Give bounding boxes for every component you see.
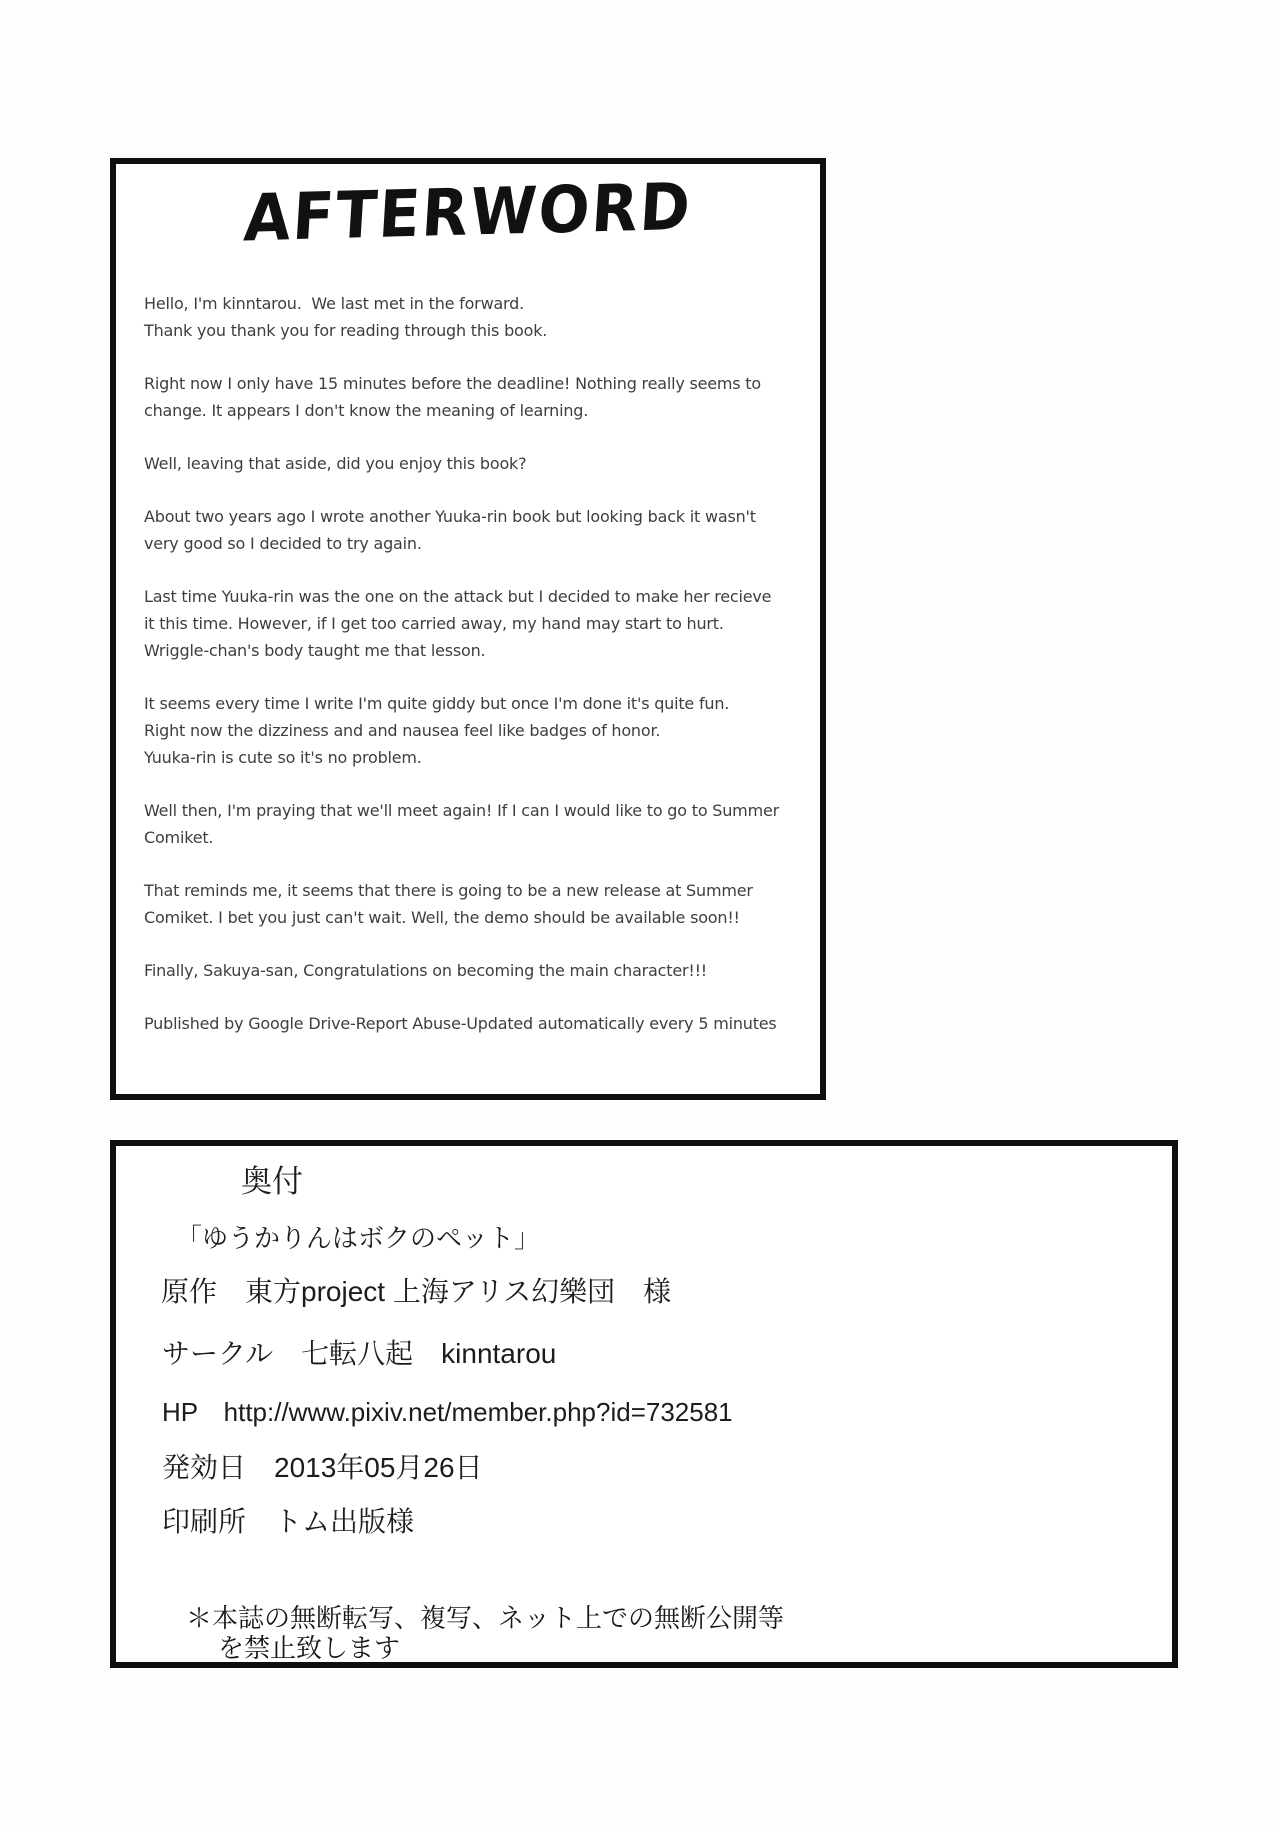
colophon-panel (110, 1140, 1178, 1668)
afterword-line: Right now the dizziness and and nausea feel like badges of honor. (144, 721, 661, 740)
afterword-line: Well, leaving that aside, did you enjoy this book? (144, 454, 527, 473)
afterword-line: About two years ago I wrote another Yuuka-rin book but looking back it wasn't (144, 507, 756, 526)
colophon-heading: 奥付 (241, 1164, 303, 1199)
colophon-book-title: 「ゆうかりんはボクのペット」 (176, 1223, 541, 1253)
afterword-line: it this time. However, if I get too carried away, my hand may start to hurt. (144, 614, 724, 633)
afterword-paragraph (144, 583, 806, 664)
afterword-line: Yuuka-rin is cute so it's no problem. (144, 748, 422, 767)
colophon-copyright-note-line1: ＊本誌の無断転写、複写、ネット上での無断公開等 (186, 1604, 785, 1633)
afterword-line: Published by Google Drive-Report Abuse-Updated automatically every 5 minutes (144, 1014, 777, 1033)
afterword-line: Finally, Sakuya-san, Congratulations on becoming the main character!!! (144, 961, 707, 980)
afterword-paragraph (144, 370, 806, 424)
afterword-panel (110, 158, 826, 1100)
colophon-printer: 印刷所 トム出版様 (162, 1506, 415, 1537)
afterword-line: change. It appears I don't know the meaning of learning. (144, 401, 589, 420)
colophon-circle: サークル 七転八起 kinntarou (162, 1338, 557, 1369)
afterword-line: Right now I only have 15 minutes before the deadline! Nothing really seems to (144, 374, 761, 393)
afterword-paragraph (144, 503, 806, 557)
afterword-line: very good so I decided to try again. (144, 534, 422, 553)
afterword-line: It seems every time I write I'm quite giddy but once I'm done it's quite fun. (144, 694, 730, 713)
afterword-paragraph (144, 877, 806, 931)
afterword-paragraph (144, 1010, 806, 1037)
afterword-title: AFTERWORD (241, 169, 695, 257)
colophon-homepage-url: HP http://www.pixiv.net/member.php?id=732581 (162, 1397, 733, 1427)
afterword-paragraph (144, 957, 806, 984)
afterword-line: Well then, I'm praying that we'll meet again! If I can I would like to go to Summer (144, 801, 779, 820)
afterword-line: Comiket. I bet you just can't wait. Well, the demo should be available soon!! (144, 908, 740, 927)
afterword-paragraph (144, 290, 806, 344)
afterword-paragraph (144, 450, 806, 477)
afterword-paragraph (144, 690, 806, 771)
afterword-line: Wriggle-chan's body taught me that lesson. (144, 641, 486, 660)
afterword-paragraph (144, 797, 806, 851)
colophon-original-work: 原作 東方project 上海アリス幻樂団 様 (161, 1276, 672, 1307)
afterword-line: Last time Yuuka-rin was the one on the attack but I decided to make her recieve (144, 587, 772, 606)
afterword-line: Hello, I'm kinntarou. We last met in the forward. (144, 294, 524, 313)
afterword-line: Comiket. (144, 828, 214, 847)
afterword-body (144, 290, 806, 1037)
afterword-line: Thank you thank you for reading through this book. (144, 321, 548, 340)
colophon-copyright-note-line2: を禁止致します (218, 1634, 401, 1663)
afterword-line: That reminds me, it seems that there is going to be a new release at Summer (144, 881, 753, 900)
colophon-issue-date: 発効日 2013年05月26日 (162, 1452, 483, 1483)
